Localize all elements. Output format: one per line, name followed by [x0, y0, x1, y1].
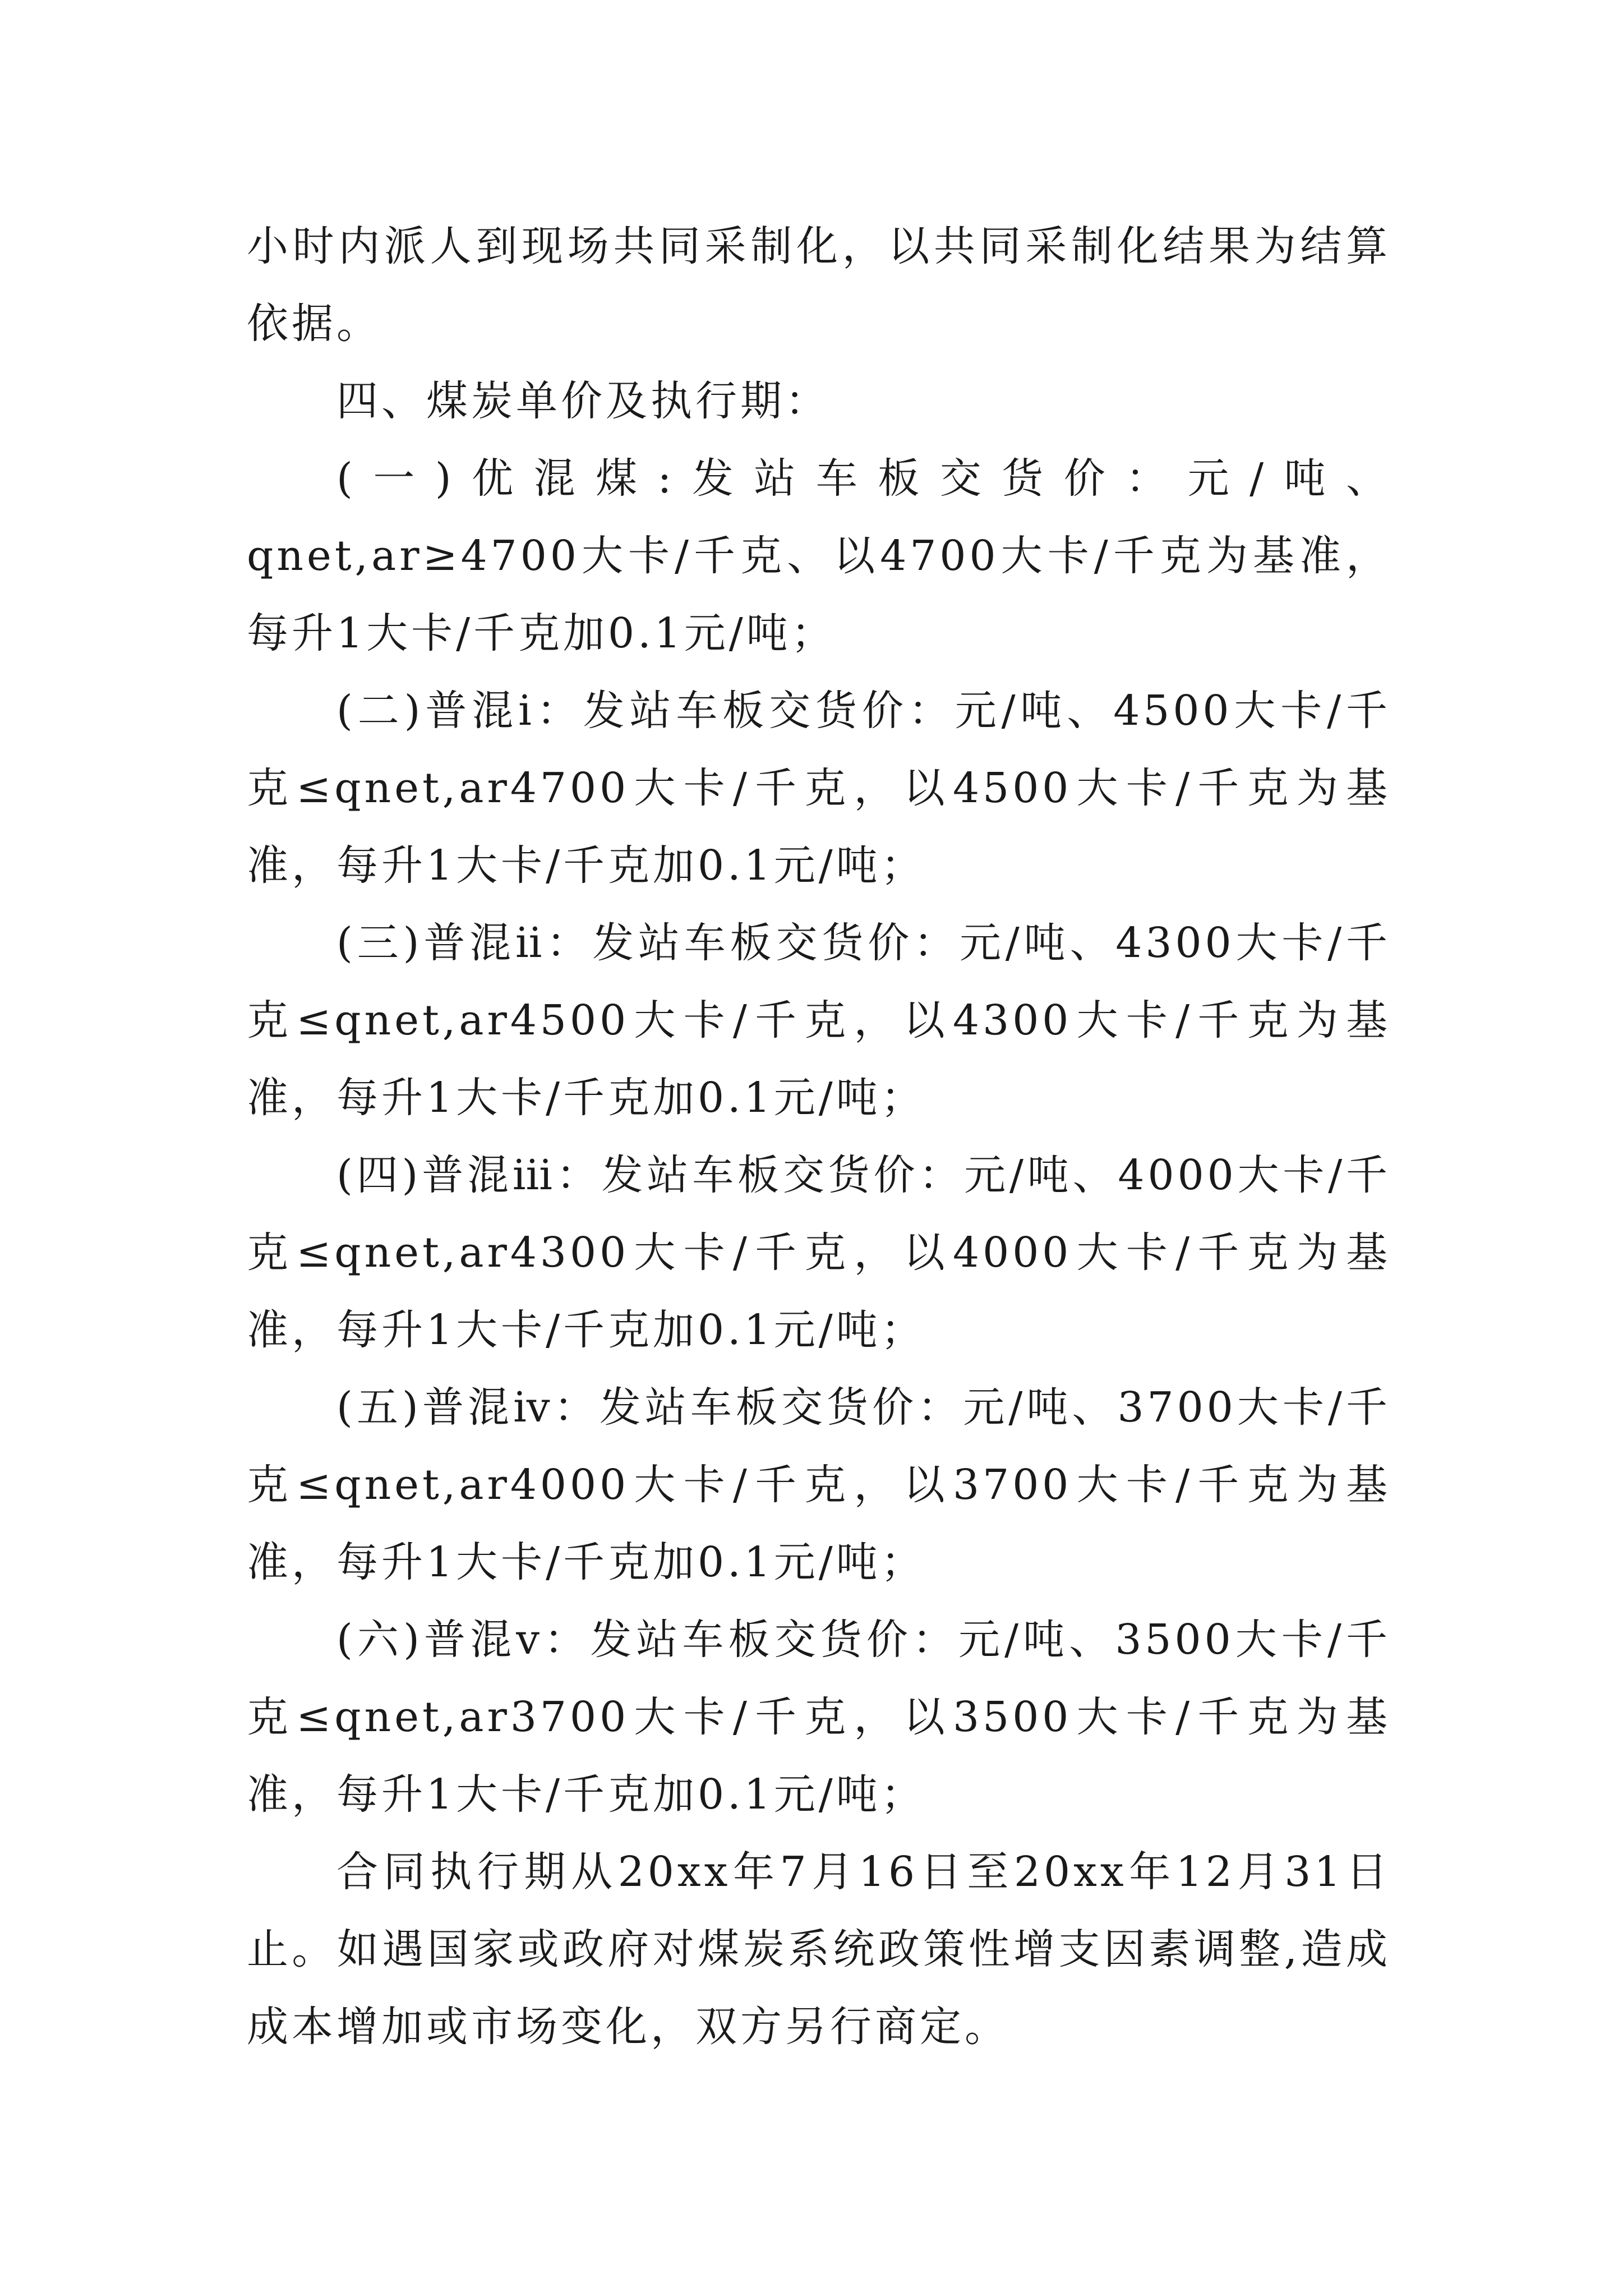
paragraph-price-item: (四)普混ⅲ：发站车板交货价：元/吨、4000大卡/千克≤qnet,ar4300大卡/千克，以4000大卡/千克为基准，每升1大卡/千克加0.1元/吨；: [247, 1151, 1391, 1354]
paragraph-price-item: (二)普混ⅰ：发站车板交货价：元/吨、4500大卡/千克≤qnet,ar4700大卡/千克，以4500大卡/千克为基准，每升1大卡/千克加0.1元/吨；: [247, 687, 1391, 890]
paragraph-price-item: (一)优混煤:发站车板交货价：元/吨、qnet,ar≥4700大卡/千克、以4700大卡/千克为基准，每升1大卡/千克加0.1元/吨；: [247, 454, 1391, 657]
paragraph-contract-term: 合同执行期从20xx年7月16日至20xx年12月31日止。如遇国家或政府对煤炭系统政策性增支因素调整,造成成本增加或市场变化，双方另行商定。: [247, 1848, 1391, 2051]
paragraph-price-item: (六)普混ⅴ：发站车板交货价：元/吨、3500大卡/千克≤qnet,ar3700大卡/千克，以3500大卡/千克为基准，每升1大卡/千克加0.1元/吨；: [247, 1616, 1391, 1819]
document-body: [247, 208, 1391, 2065]
paragraph-price-item: (五)普混ⅳ：发站车板交货价：元/吨、3700大卡/千克≤qnet,ar4000大卡/千克，以3700大卡/千克为基准，每升1大卡/千克加0.1元/吨；: [247, 1383, 1391, 1586]
paragraph-price-item: (三)普混ⅱ：发站车板交货价：元/吨、4300大卡/千克≤qnet,ar4500大卡/千克，以4300大卡/千克为基准，每升1大卡/千克加0.1元/吨；: [247, 919, 1391, 1122]
paragraph-section-heading: 四、煤炭单价及执行期：: [336, 377, 830, 425]
paragraph-continuation: 小时内派人到现场共同采制化，以共同采制化结果为结算依据。: [247, 222, 1391, 348]
